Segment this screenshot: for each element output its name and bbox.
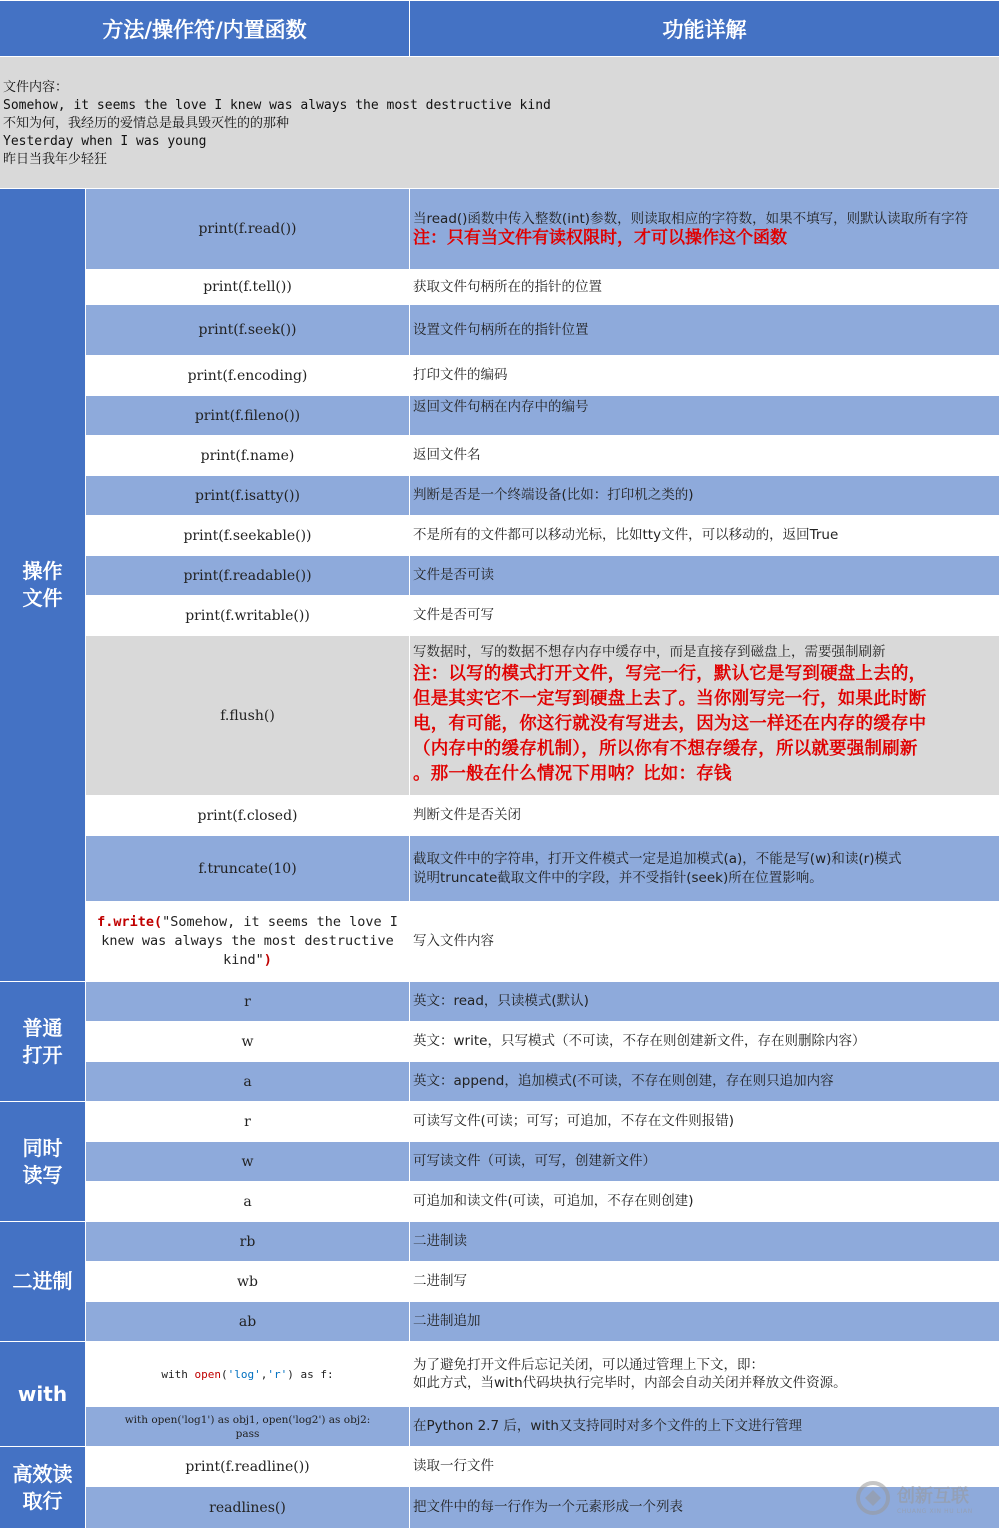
method-rw-a: a [86,1182,409,1221]
code-with-multi-line2: pass [235,1427,260,1440]
file-content-label: 文件内容： [3,80,69,95]
desc-name: 返回文件名 [410,436,999,475]
category-file-operations: 操作 文件 [0,189,85,981]
desc-flush-note-line: 电，有可能，你这行就没有写进去，因为这一样还在内存的缓存中 [413,714,927,734]
file-content-line: 昨日当我年少轻狂 [3,152,108,167]
desc-flush [410,636,999,795]
method-flush: f.flush() [86,636,409,795]
category-efficient-readline: 高效读 取行 [0,1447,85,1528]
desc-flush-note-line: 注：以写的模式打开文件，写完一行，默认它是写到硬盘上去的， [413,664,927,684]
desc-closed: 判断文件是否关闭 [410,796,999,835]
method-write-prefix: f.write( [97,914,163,930]
code-with: with [161,1367,195,1381]
method-mode-w: w [86,1022,409,1061]
desc-isatty: 判断是否是一个终端设备(比如：打印机之类的) [410,476,999,515]
desc-rw-w: 可写读文件（可读，可写，创建新文件） [410,1142,999,1181]
desc-readline: 读取一行文件 [410,1447,999,1486]
watermark-en: CHUANG XIN HU LIAN [897,1507,973,1515]
header-description: 功能详解 [410,1,999,56]
method-write [86,902,409,981]
method-readline: print(f.readline()) [86,1447,409,1486]
method-closed: print(f.closed) [86,796,409,835]
code-rest: ) as f: [287,1367,334,1381]
category-normal-open: 普通 打开 [0,982,85,1101]
method-name: print(f.name) [86,436,409,475]
method-mode-r: r [86,982,409,1021]
method-seekable: print(f.seekable()) [86,516,409,555]
method-isatty: print(f.isatty()) [86,476,409,515]
desc-mode-a: 英文：append，追加模式(不可读，不存在则创建，存在则只追加内容 [410,1062,999,1101]
file-content-line: Somehow, it seems the love I knew was always the most destructive kind [3,98,551,113]
desc-with-single [410,1342,999,1406]
logo-icon [855,1480,891,1516]
desc-rw-r: 可读写文件(可读；可写；可追加，不存在文件则报错) [410,1102,999,1141]
method-with-single [86,1342,409,1406]
desc-write: 写入文件内容 [410,902,999,981]
method-rw-w: w [86,1142,409,1181]
desc-writable: 文件是否可写 [410,596,999,635]
desc-with-line: 为了避免打开文件后忘记关闭，可以通过管理上下文，即： [413,1357,764,1373]
file-content-line: Yesterday when I was young [3,134,207,149]
method-rb: rb [86,1222,409,1261]
method-read: print(f.read()) [86,189,409,269]
desc-read-note: 注：只有当文件有读权限时，才可以操作这个函数 [413,227,787,248]
code-paren: ( [221,1367,228,1381]
category-binary: 二进制 [0,1222,85,1341]
method-tell: print(f.tell()) [86,270,409,304]
desc-with-multi: 在Python 2.7 后，with又支持同时对多个文件的上下文进行管理 [410,1407,999,1446]
file-content-block [0,57,999,188]
method-write-arg: "Somehow, it seems the love I knew was always the most destructive kind" [101,914,398,968]
desc-encoding: 打印文件的编码 [410,356,999,395]
method-truncate: f.truncate(10) [86,836,409,901]
watermark-logo [855,1473,995,1523]
desc-readlines: 把文件中的每一行作为一个元素形成一个列表 [410,1487,999,1528]
method-ab: ab [86,1302,409,1341]
desc-flush-note-line: 。那一般在什么情况下用呐？比如：存钱 [413,764,732,784]
code-arg-mode: 'r' [267,1367,288,1381]
method-encoding: print(f.encoding) [86,356,409,395]
method-readable: print(f.readable()) [86,556,409,595]
desc-read-text: 当read()函数中传入整数(int)参数，则读取相应的字符数，如果不填写，则默认读取所有字符 [413,210,969,227]
method-rw-r: r [86,1102,409,1141]
desc-truncate-line: 说明truncate截取文件中的字段，并不受指针(seek)所在位置影响。 [413,869,823,886]
desc-with-line: 如此方式，当with代码块执行完毕时，内部会自动关闭并释放文件资源。 [413,1375,847,1391]
desc-flush-note-line: （内存中的缓存机制），所以你有不想存缓存，所以就要强制刷新 [413,739,918,759]
desc-readable: 文件是否可读 [410,556,999,595]
desc-truncate-line: 截取文件中的字符串，打开文件模式一定是追加模式(a)，不能是写(w)和读(r)模式 [413,850,902,867]
method-with-multi [86,1407,409,1446]
category-with: with [0,1342,85,1446]
desc-flush-text: 写数据时，写的数据不想存内存中缓存中，而是直接存到磁盘上，需要强制刷新 [413,644,886,660]
desc-tell: 获取文件句柄所在的指针的位置 [410,270,999,304]
category-read-write: 同时 读写 [0,1102,85,1221]
desc-wb: 二进制写 [410,1262,999,1301]
desc-read [410,189,999,269]
desc-mode-w: 英文：write，只写模式（不可读，不存在则创建新文件，存在则删除内容） [410,1022,999,1061]
desc-seekable: 不是所有的文件都可以移动光标，比如tty文件，可以移动的，返回True [410,516,999,555]
file-content-line: 不知为何，我经历的爱情总是最具毁灭性的的那种 [3,116,290,131]
desc-seek: 设置文件句柄所在的指针位置 [410,305,999,355]
code-open: open [194,1367,221,1381]
method-readlines: readlines() [86,1487,409,1528]
watermark-cn: 创新互联 [897,1485,969,1507]
desc-mode-r: 英文：read，只读模式(默认) [410,982,999,1021]
code-comma: , [260,1367,268,1381]
header-method: 方法/操作符/内置函数 [0,1,409,56]
desc-rw-a: 可追加和读文件(可读，可追加，不存在则创建) [410,1182,999,1221]
desc-flush-note-line: 但是其实它不一定写到硬盘上去了。当你刚写完一行，如果此时断 [413,689,927,709]
method-mode-a: a [86,1062,409,1101]
method-writable: print(f.writable()) [86,596,409,635]
desc-ab: 二进制追加 [410,1302,999,1341]
desc-rb: 二进制读 [410,1222,999,1261]
method-write-suffix: ) [263,952,272,968]
method-fileno: print(f.fileno()) [86,396,409,435]
code-with-multi-line1: with open('log1') as obj1, open('log2') as obj2: [124,1413,371,1426]
method-seek: print(f.seek()) [86,305,409,355]
desc-truncate [410,836,999,901]
method-wb: wb [86,1262,409,1301]
desc-fileno: 返回文件句柄在内存中的编号 [410,396,999,435]
code-arg-file: 'log' [227,1367,261,1381]
